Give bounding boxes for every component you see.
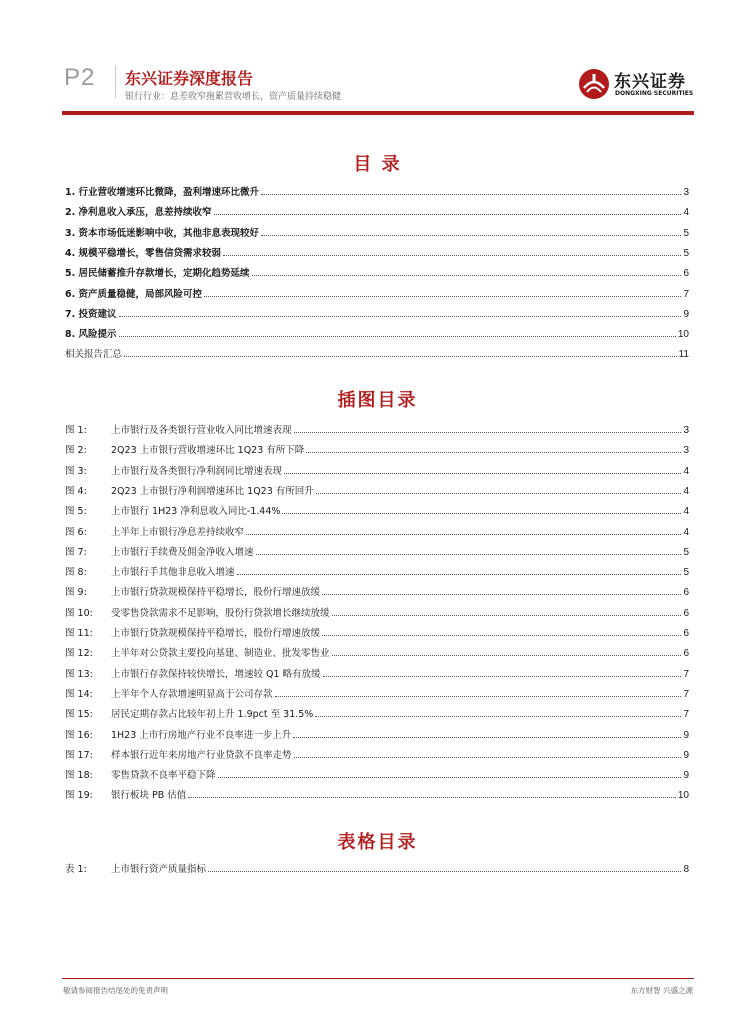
- toc-entry-label: 3. 资本市场低迷影响中收，其他非息表现较好: [65, 227, 260, 239]
- figures-entry[interactable]: [65, 560, 689, 578]
- figures-entry-number: 图 7:: [65, 546, 87, 558]
- tables-entry[interactable]: [65, 857, 689, 875]
- toc-entry-label: 1. 行业营收增速环比微降，盈利增速环比微升: [65, 187, 260, 198]
- figures-entry-page: 3: [683, 445, 689, 457]
- dot-leader: [316, 493, 682, 494]
- figures-entry[interactable]: [65, 418, 689, 436]
- figures-entry-page: 6: [683, 587, 689, 599]
- dot-leader: [306, 452, 681, 453]
- toc-entry-page: 6: [683, 268, 689, 280]
- figures-entry[interactable]: [65, 479, 689, 497]
- figures-entry-page: 9: [683, 729, 689, 741]
- dot-leader: [332, 615, 682, 616]
- dot-leader: [294, 757, 682, 758]
- toc-entry-label: 4. 规模平稳增长，零售信贷需求较弱: [65, 247, 222, 259]
- figures-entry-number: 图 6:: [65, 526, 87, 538]
- dot-leader: [237, 574, 682, 575]
- figures-entry-label: 样本银行近年来房地产行业贷款不良率走势: [111, 749, 292, 761]
- figures-entry-label: 上市银行贷款规模保持平稳增长，股份行增速放缓: [111, 628, 321, 639]
- dot-leader: [322, 594, 681, 595]
- toc-entry[interactable]: [65, 342, 689, 360]
- figures-entry-label: 受零售贷款需求不足影响，股份行贷款增长继续放缓: [111, 607, 330, 619]
- dot-leader: [188, 797, 676, 798]
- dot-leader: [275, 696, 682, 697]
- figures-entry-page: 7: [683, 668, 689, 680]
- figures-entry-label: 上市银行存款保持较快增长，增速较 Q1 略有放缓: [111, 668, 321, 680]
- figures-entry-page: 7: [683, 688, 689, 700]
- tables-entry-page: 8: [683, 864, 689, 875]
- figures-entry-number: 图 12:: [65, 648, 93, 660]
- report-subtitle: 银行行业：息差收窄拖累营收增长，资产质量持续稳健: [125, 92, 342, 102]
- figures-entry-number: 图 19:: [65, 790, 93, 802]
- logo-chinese-text: 东兴证券: [614, 72, 686, 92]
- toc-entry-label: 5. 居民储蓄推升存款增长，定期化趋势延续: [65, 268, 250, 280]
- figures-entry-label: 2Q23 上市银行营收增速环比 1Q23 有所下降: [111, 445, 305, 457]
- figures-entry-page: 6: [683, 648, 689, 660]
- figures-entry-label: 上市银行手续费及佣金净收入增速: [111, 546, 254, 558]
- page-header: [0, 0, 755, 118]
- toc-entry-label: 7. 投资建议: [65, 308, 117, 320]
- toc-entry[interactable]: [65, 282, 689, 300]
- figures-entry-number: 图 14:: [65, 688, 93, 700]
- figures-entry-label: 上市银行及各类银行净利润同比增速表现: [111, 465, 283, 477]
- dot-leader: [282, 513, 681, 514]
- figures-entry-label: 1H23 上市行房地产行业不良率进一步上升: [111, 729, 292, 741]
- tables-title: 表格目录: [337, 832, 418, 853]
- figures-entry[interactable]: [65, 743, 689, 761]
- toc-entry-page: 11: [678, 349, 689, 361]
- figures-entry-page: 4: [683, 526, 689, 538]
- figures-entry-number: 图 18:: [65, 770, 93, 782]
- toc-entry-label: 相关报告汇总: [65, 349, 123, 361]
- figures-entry-number: 图 3:: [65, 465, 87, 477]
- figures-entry-page: 10: [677, 790, 689, 802]
- footer-disclaimer: 敬请参阅报告结尾处的免责声明: [63, 986, 168, 995]
- figures-entry-number: 图 5:: [65, 506, 87, 518]
- figures-entry[interactable]: [65, 601, 689, 619]
- figures-entry-number: 图 17:: [65, 749, 93, 761]
- tables-entry-number: 表 1:: [65, 864, 87, 875]
- figures-entry[interactable]: [65, 621, 689, 639]
- figures-entry[interactable]: [65, 662, 689, 680]
- figures-entry[interactable]: [65, 783, 689, 801]
- dot-leader: [261, 235, 681, 236]
- figures-entry-label: 零售贷款不良率平稳下降: [111, 770, 216, 782]
- report-type-title: 东兴证券深度报告: [125, 69, 254, 88]
- dot-leader: [214, 214, 682, 215]
- figures-entry-number: 图 2:: [65, 445, 87, 457]
- figures-entry-number: 图 11:: [65, 628, 93, 639]
- header-divider: [115, 66, 116, 98]
- figures-entry-label: 上市银行手其他非息收入增速: [111, 567, 235, 579]
- page-number: P2: [64, 64, 96, 91]
- figures-entry-page: 4: [683, 485, 689, 497]
- figures-entry-number: 图 15:: [65, 709, 93, 721]
- figures-entry[interactable]: [65, 580, 689, 598]
- figures-entry[interactable]: [65, 682, 689, 700]
- dot-leader: [119, 336, 676, 337]
- dot-leader: [208, 871, 681, 872]
- dot-leader: [218, 777, 682, 778]
- figures-entry-label: 2Q23 上市银行净利润增速环比 1Q23 有所回升: [111, 485, 314, 497]
- figures-entry-label: 上市银行贷款规模保持平稳增长，股份行增速放缓: [111, 587, 321, 599]
- dot-leader: [293, 737, 681, 738]
- figures-entry-label: 上市银行 1H23 净利息收入同比-1.44%: [111, 506, 281, 518]
- figures-entry-page: 5: [683, 567, 689, 579]
- figures-entry[interactable]: [65, 520, 689, 538]
- figures-entry-page: 4: [683, 506, 689, 518]
- figures-entry-page: 6: [683, 628, 689, 639]
- dot-leader: [284, 473, 681, 474]
- figures-entry-page: 7: [683, 709, 689, 721]
- tables-entry-label: 上市银行资产质量指标: [111, 864, 207, 875]
- toc-entry[interactable]: [65, 241, 689, 259]
- figures-entry-number: 图 16:: [65, 729, 93, 741]
- toc-entry-page: 7: [683, 288, 689, 300]
- dot-leader: [119, 316, 682, 317]
- figures-entry[interactable]: [65, 438, 689, 456]
- toc-entry-page: 3: [683, 187, 689, 198]
- toc-entry-label: 8. 风险提示: [65, 329, 117, 341]
- header-rule: [62, 111, 694, 115]
- dot-leader: [332, 655, 682, 656]
- figures-entry[interactable]: [65, 702, 689, 720]
- figures-entry[interactable]: [65, 763, 689, 781]
- footer-rule: [62, 978, 694, 979]
- dot-leader: [294, 432, 682, 433]
- toc-entry[interactable]: [65, 200, 689, 218]
- figures-entry-label: 居民定期存款占比较年初上升 1.9pct 至 31.5%: [111, 709, 314, 721]
- toc-entry[interactable]: [65, 180, 689, 198]
- figures-entry-number: 图 13:: [65, 668, 93, 680]
- figures-entry-label: 上半年对公贷款主要投向基建、制造业、批发零售业: [111, 648, 330, 660]
- toc-entry-label: 6. 资产质量稳健，局部风险可控: [65, 288, 203, 300]
- figures-entry-page: 4: [683, 465, 689, 477]
- figures-entry-number: 图 8:: [65, 567, 87, 579]
- figures-entry-label: 上半年个人存款增速明显高于公司存款: [111, 688, 273, 700]
- dot-leader: [322, 635, 681, 636]
- toc-entry-page: 9: [683, 308, 689, 320]
- figures-entry[interactable]: [65, 459, 689, 477]
- dot-leader: [315, 716, 681, 717]
- toc-entry-page: 4: [683, 207, 689, 219]
- dot-leader: [323, 676, 682, 677]
- toc-entry[interactable]: [65, 221, 689, 239]
- figures-entry[interactable]: [65, 723, 689, 741]
- logo-english-text: DONGXING SECURITIES: [615, 90, 694, 97]
- toc-entry-label: 2. 净利息收入承压，息差持续收窄: [65, 207, 212, 219]
- figures-entry-page: 9: [683, 749, 689, 761]
- toc-entry[interactable]: [65, 261, 689, 279]
- dot-leader: [252, 275, 682, 276]
- figures-entry-label: 上半年上市银行净息差持续收窄: [111, 526, 245, 538]
- toc-entry-page: 5: [683, 227, 689, 239]
- figures-entry-page: 9: [683, 770, 689, 782]
- toc-entry-page: 10: [677, 329, 689, 341]
- figures-entry-number: 图 1:: [65, 425, 87, 436]
- logo-emblem-icon: [578, 68, 610, 100]
- dot-leader: [256, 554, 682, 555]
- company-logo: [578, 66, 698, 102]
- figures-entry[interactable]: [65, 540, 689, 558]
- figures-title: 插图目录: [337, 390, 418, 411]
- dot-leader: [261, 194, 681, 195]
- figures-entry-page: 5: [683, 546, 689, 558]
- dot-leader: [204, 296, 681, 297]
- figures-entry-label: 银行板块 PB 估值: [111, 790, 187, 802]
- figures-entry-number: 图 9:: [65, 587, 87, 599]
- figures-entry-number: 图 4:: [65, 485, 87, 497]
- dot-leader: [124, 356, 677, 357]
- figures-entry[interactable]: [65, 641, 689, 659]
- toc-entry-page: 5: [683, 247, 689, 259]
- dot-leader: [246, 534, 681, 535]
- toc-entry[interactable]: [65, 302, 689, 320]
- figures-entry-label: 上市银行及各类银行营业收入同比增速表现: [111, 425, 292, 436]
- toc-entry[interactable]: [65, 322, 689, 340]
- dot-leader: [223, 255, 681, 256]
- figures-entry[interactable]: [65, 499, 689, 517]
- footer-slogan: 东方财智 兴盛之源: [630, 986, 693, 995]
- figures-entry-page: 6: [683, 607, 689, 619]
- figures-entry-number: 图 10:: [65, 607, 93, 619]
- toc-title: 目 录: [353, 154, 402, 175]
- figures-entry-page: 3: [683, 425, 689, 436]
